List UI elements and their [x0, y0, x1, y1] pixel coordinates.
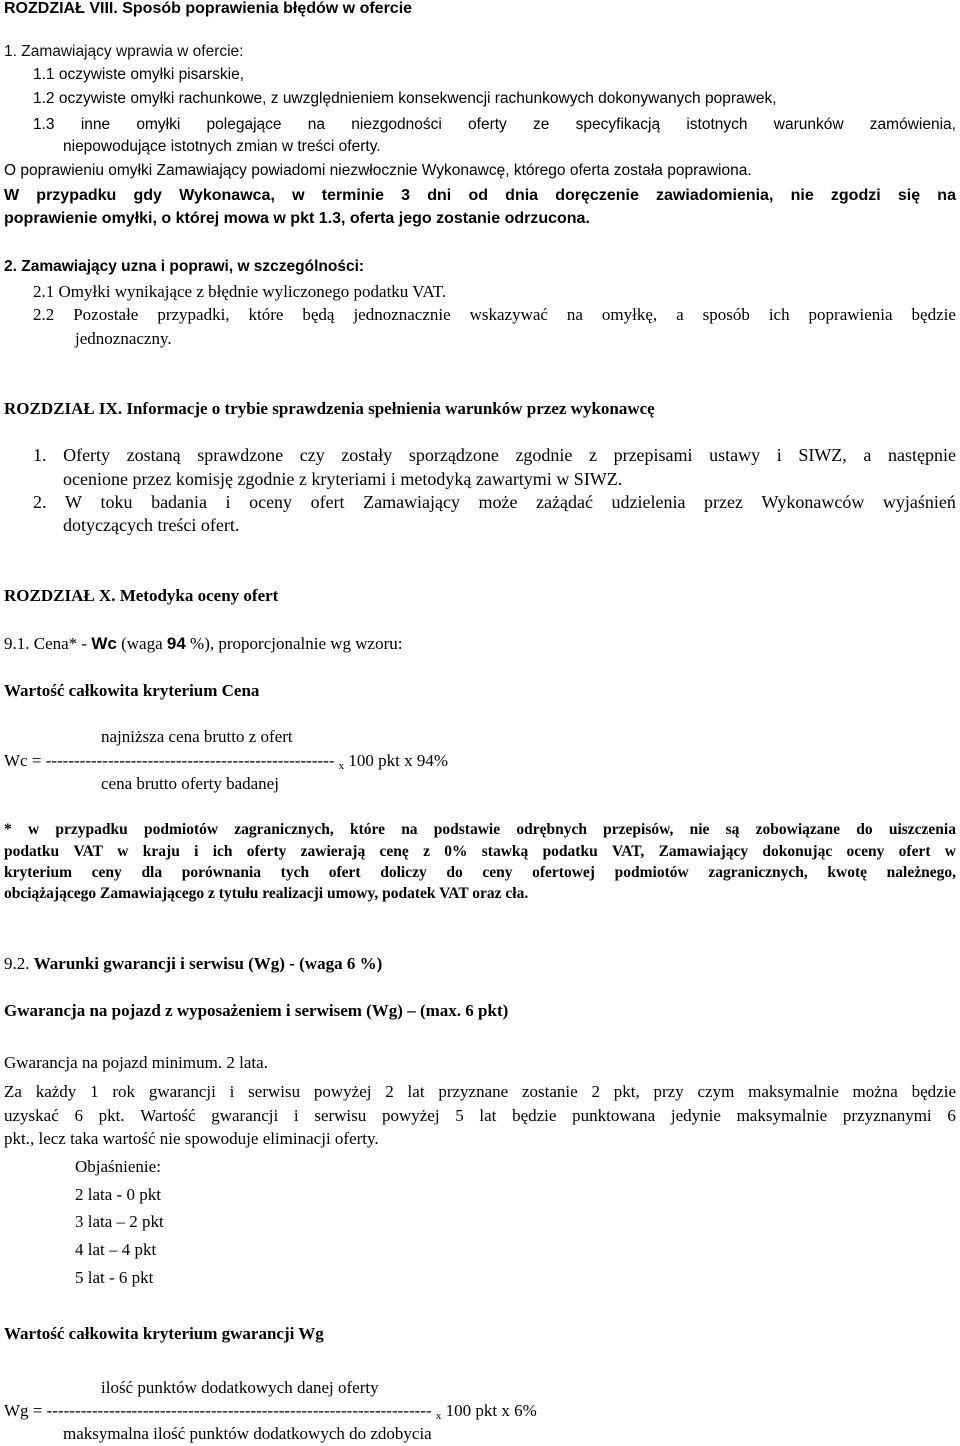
explanation-item: 2 lata - 0 pkt: [75, 1185, 161, 1204]
price-formula-times: x: [338, 760, 345, 772]
word: ofert: [898, 843, 931, 860]
word: gwarancji: [148, 1082, 216, 1101]
ch9-point-1-line2: ocenione przez komisję zgodnie z kryteriami i metodyką zawartymi w SIWZ.: [63, 469, 623, 489]
word: VAT,: [612, 843, 645, 860]
word: lat: [479, 1106, 497, 1125]
word: przypadku: [55, 821, 128, 838]
vat-note-line4: obciążającego Zamawiającego z tytułu realizacji umowy, podatek VAT oraz cła.: [4, 885, 529, 902]
chapter-9-heading: [4, 399, 655, 419]
word: warunków: [773, 116, 844, 133]
word: cenę: [379, 843, 409, 860]
word: z: [589, 445, 597, 465]
word: należnego,: [886, 864, 956, 881]
word: Za: [4, 1082, 22, 1101]
rejection-clause-line2: poprawienie omyłki, o której mowa w pkt 1.3, oferta jego zostanie odrzucona.: [4, 210, 590, 227]
word: ofertowej: [532, 864, 595, 881]
word: serwisu: [248, 1082, 301, 1101]
word: podmiotów: [614, 864, 689, 881]
word: ofert: [328, 864, 361, 881]
word: ofert: [310, 492, 345, 512]
rejection-clause-line1: [4, 187, 956, 205]
word: które: [248, 305, 284, 324]
word: powyżej: [313, 1082, 372, 1101]
chapter-10-title: Metodyka oceny ofert: [115, 586, 279, 605]
word: gdy: [133, 187, 162, 204]
word: podstawie: [433, 821, 501, 838]
word: 5: [455, 1106, 464, 1125]
word: powyżej: [381, 1106, 440, 1125]
word: ich: [768, 305, 790, 324]
word: przepisami: [613, 445, 693, 465]
total-price-criterion-title: Wartość całkowita kryterium Cena: [4, 681, 260, 700]
word: przepisów,: [603, 821, 674, 838]
word: Zamawiający: [363, 492, 461, 512]
word: wskazywać: [469, 305, 548, 324]
word: czy: [299, 445, 325, 465]
criterion-9-1-suffix: ), proporcjonalnie wg wzoru:: [204, 634, 403, 653]
word: wyjaśnień: [882, 492, 956, 512]
total-guarantee-criterion-title: Wartość całkowita kryterium gwarancji Wg: [4, 1324, 324, 1343]
word: 6: [74, 1106, 83, 1125]
word: może: [478, 492, 518, 512]
word: dla: [141, 864, 163, 881]
word: podatku: [4, 843, 60, 860]
word: w: [117, 843, 129, 860]
word: można: [852, 1082, 898, 1101]
guarantee-formula-rhs: 100 pkt x 6%: [445, 1401, 537, 1420]
criterion-weight-value: 94: [166, 634, 186, 653]
word: gwarancji: [211, 1106, 279, 1125]
word: oferty: [468, 116, 507, 133]
chapter-10-heading: [4, 586, 278, 606]
word: Pozostałe: [73, 305, 139, 324]
word: dokonując: [762, 843, 833, 860]
word: udzielenia: [611, 492, 686, 512]
guarantee-formula-fraction-bar: --------------------------------------------------------------------: [46, 1401, 432, 1420]
word: przypadki,: [157, 305, 230, 324]
word: przypadku: [36, 187, 117, 204]
word: Oferty: [63, 445, 111, 465]
item-1-3-line1: [33, 116, 956, 134]
word: zamówienia,: [869, 116, 956, 133]
word: *: [4, 821, 12, 838]
word: podmiotów: [143, 821, 219, 838]
word: poprawienia: [808, 305, 893, 324]
word: istotnych: [686, 116, 748, 133]
word: w: [944, 843, 956, 860]
word: będzie: [911, 305, 956, 324]
point-1-title: 1. Zamawiający wprawia w ofercie:: [4, 43, 244, 60]
criterion-9-2-number: 9.2.: [4, 954, 34, 973]
word: sporządzone: [408, 445, 499, 465]
price-formula-rhs: 100 pkt x 94%: [348, 751, 449, 770]
word: uiszczenia: [888, 821, 956, 838]
word: zażądać: [536, 492, 593, 512]
guarantee-formula: [4, 1401, 537, 1423]
item-1-2: 1.2 oczywiste omyłki rachunkowe, z uwzględnieniem konsekwencji rachunkowych dokonywanych poprawek,: [33, 90, 777, 107]
word: przez: [703, 492, 743, 512]
point-2-title: 2. Zamawiający uzna i poprawi, w szczególności:: [4, 258, 365, 275]
item-2-2-line1: [33, 305, 956, 325]
word: na: [307, 116, 326, 133]
word: zawiadomienia,: [656, 187, 774, 204]
word: omyłki: [136, 116, 181, 133]
word: badania: [151, 492, 208, 512]
price-formula-denominator: cena brutto oferty badanej: [101, 774, 279, 793]
word: w: [292, 187, 305, 204]
word: i: [194, 843, 199, 860]
word: zagranicznych,: [708, 864, 808, 881]
word: podatku: [542, 843, 598, 860]
word: Zamawiający: [658, 843, 749, 860]
word: a: [863, 445, 872, 465]
word: W: [4, 187, 20, 204]
guarantee-formula-denominator: maksymalna ilość punktów dodatkowych do zdobycia: [63, 1424, 432, 1443]
guarantee-rules-line2: [4, 1106, 956, 1126]
word: następnie: [887, 445, 956, 465]
item-1-3-line2: niepowodujące istotnych zmian w treści oferty.: [63, 138, 381, 155]
word: specyfikacją: [575, 116, 661, 133]
word: dni: [427, 187, 452, 204]
word: każdy: [35, 1082, 77, 1101]
word: ich: [212, 843, 233, 860]
vat-note-line1: [4, 821, 956, 839]
word: toku: [100, 492, 133, 512]
word: maksymalnie: [748, 1082, 839, 1101]
price-formula: [4, 751, 448, 773]
chapter-9-title: Informacje o trybie sprawdzenia spełnienia warunków przez wykonawcę: [122, 399, 655, 418]
word: a: [676, 305, 684, 324]
guarantee-rules-line3: pkt., lecz taka wartość nie spowoduje eliminacji oferty.: [4, 1129, 379, 1148]
word: 1: [90, 1082, 99, 1101]
chapter-9-number: ROZDZIAŁ IX.: [4, 399, 123, 418]
criterion-wc-symbol: Wc: [91, 634, 117, 653]
word: terminie: [321, 187, 384, 204]
word: inne: [80, 116, 111, 133]
word: 2: [385, 1082, 394, 1101]
guarantee-title: Gwarancja na pojazd z wyposażeniem i serwisem (Wg) – (max. 6 pkt): [4, 1001, 509, 1020]
word: 6: [947, 1106, 956, 1125]
word: i: [225, 492, 231, 512]
word: zostanie: [521, 1082, 578, 1101]
word: VAT: [73, 843, 104, 860]
explanation-item: 3 lata – 2 pkt: [75, 1212, 164, 1231]
word: zgodnie: [515, 445, 573, 465]
word: stawką: [481, 843, 529, 860]
word: nie: [689, 821, 710, 838]
guarantee-formula-numerator: ilość punktów dodatkowych danej oferty: [101, 1378, 379, 1397]
word: doręczenie: [555, 187, 639, 204]
word: jedynie: [670, 1106, 721, 1125]
word: 0%: [444, 843, 468, 860]
price-formula-numerator: najniższa cena brutto z ofert: [101, 727, 293, 746]
word: oferty: [246, 843, 287, 860]
word: przyznane: [438, 1082, 509, 1101]
word: pkt.: [98, 1106, 125, 1125]
chapter-10-number: ROZDZIAŁ X.: [4, 586, 116, 605]
correction-notice: O poprawieniu omyłki Zamawiający powiadomi niezwłocznie Wykonawcę, którego oferta została poprawiona.: [4, 162, 752, 179]
word: na: [937, 187, 956, 204]
criterion-9-2-title: Warunki gwarancji i serwisu (Wg) - (waga 6 %): [33, 954, 383, 973]
word: sposób: [702, 305, 750, 324]
word: porównania: [181, 864, 262, 881]
criterion-9-2: [4, 954, 382, 974]
explanation-title: Objaśnienie:: [75, 1157, 161, 1176]
word: sprawdzone: [197, 445, 284, 465]
criterion-weight-percent: %: [185, 634, 205, 653]
criterion-9-1-prefix: 9.1. Cena* -: [4, 634, 92, 653]
word: zobowiązane: [755, 821, 841, 838]
word: SIWZ,: [798, 445, 847, 465]
criterion-9-1: [4, 634, 403, 654]
ch9-point-2-line2: dotyczących treści ofert.: [63, 515, 240, 535]
word: zagranicznych,: [234, 821, 334, 838]
price-formula-fraction-bar: ---------------------------------------------------: [45, 751, 335, 770]
word: maksymalnie: [736, 1106, 828, 1125]
guarantee-formula-lhs: Wg =: [4, 1401, 47, 1420]
word: kryterium: [4, 864, 73, 881]
word: polegające: [206, 116, 282, 133]
criterion-weight-label: (waga: [116, 634, 167, 653]
word: 1.: [33, 445, 47, 465]
word: 3: [401, 187, 411, 204]
word: Wykonawców: [761, 492, 865, 512]
word: są: [725, 821, 740, 838]
explanation-item: 4 lat – 4 pkt: [75, 1240, 157, 1259]
vat-note-line3: [4, 864, 956, 882]
guarantee-minimum: Gwarancja na pojazd minimum. 2 lata.: [4, 1053, 268, 1072]
explanation-item: 5 lat - 6 pkt: [75, 1268, 154, 1287]
guarantee-rules-line1: [4, 1082, 956, 1102]
word: i: [776, 445, 782, 465]
word: będzie: [911, 1082, 956, 1101]
word: jednoznacznie: [353, 305, 451, 324]
word: ustawy: [709, 445, 761, 465]
word: które: [349, 821, 385, 838]
item-1-1: 1.1 oczywiste omyłki pisarskie,: [33, 66, 245, 83]
word: 1.3: [33, 116, 55, 133]
word: od: [468, 187, 488, 204]
word: 2.: [33, 492, 47, 512]
word: przyznanymi: [842, 1106, 932, 1125]
word: 2: [591, 1082, 600, 1101]
word: rok: [112, 1082, 136, 1101]
word: niezgodności: [351, 116, 442, 133]
word: do: [446, 864, 463, 881]
word: kraju: [142, 843, 180, 860]
chapter-8-heading: ROZDZIAŁ VIII. Sposób poprawienia błędów w ofercie: [4, 0, 413, 17]
word: Wykonawca,: [179, 187, 275, 204]
word: punktowana: [572, 1106, 656, 1125]
word: kwotę: [827, 864, 868, 881]
word: dnia: [505, 187, 539, 204]
word: do: [856, 821, 873, 838]
word: będzie: [512, 1106, 557, 1125]
ch9-point-2-line1: [33, 492, 956, 513]
word: i: [229, 1082, 235, 1101]
word: lat: [407, 1082, 425, 1101]
word: Wartość: [140, 1106, 196, 1125]
word: zostały: [341, 445, 393, 465]
word: zawierają: [300, 843, 366, 860]
word: na: [401, 821, 418, 838]
item-2-2-line2: jednoznaczny.: [75, 329, 172, 348]
word: ceny: [482, 864, 513, 881]
word: uzyskać: [4, 1106, 59, 1125]
word: czym: [697, 1082, 735, 1101]
item-2-1: 2.1 Omyłki wynikające z błędnie wyliczonego podatku VAT.: [33, 282, 447, 301]
price-formula-lhs: Wc =: [4, 751, 46, 770]
ch9-point-1-line1: [33, 445, 956, 466]
word: omyłkę,: [601, 305, 658, 324]
word: ze: [533, 116, 550, 133]
word: oceny: [249, 492, 293, 512]
word: będą: [302, 305, 335, 324]
word: 2.2: [33, 305, 55, 324]
word: i: [293, 1106, 299, 1125]
word: zostaną: [126, 445, 181, 465]
word: serwisu: [314, 1106, 367, 1125]
word: nie: [790, 187, 814, 204]
word: ceny: [91, 864, 122, 881]
word: w: [27, 821, 40, 838]
word: W: [65, 492, 83, 512]
word: doliczy: [380, 864, 427, 881]
word: przy: [653, 1082, 684, 1101]
word: odrębnych: [516, 821, 587, 838]
word: tych: [280, 864, 310, 881]
word: na: [566, 305, 583, 324]
word: zgodzi: [830, 187, 881, 204]
word: oceny: [846, 843, 885, 860]
word: pkt,: [613, 1082, 640, 1101]
word: się: [897, 187, 921, 204]
guarantee-formula-times: x: [435, 1410, 442, 1422]
word: z: [423, 843, 430, 860]
vat-note-line2: [4, 843, 956, 861]
